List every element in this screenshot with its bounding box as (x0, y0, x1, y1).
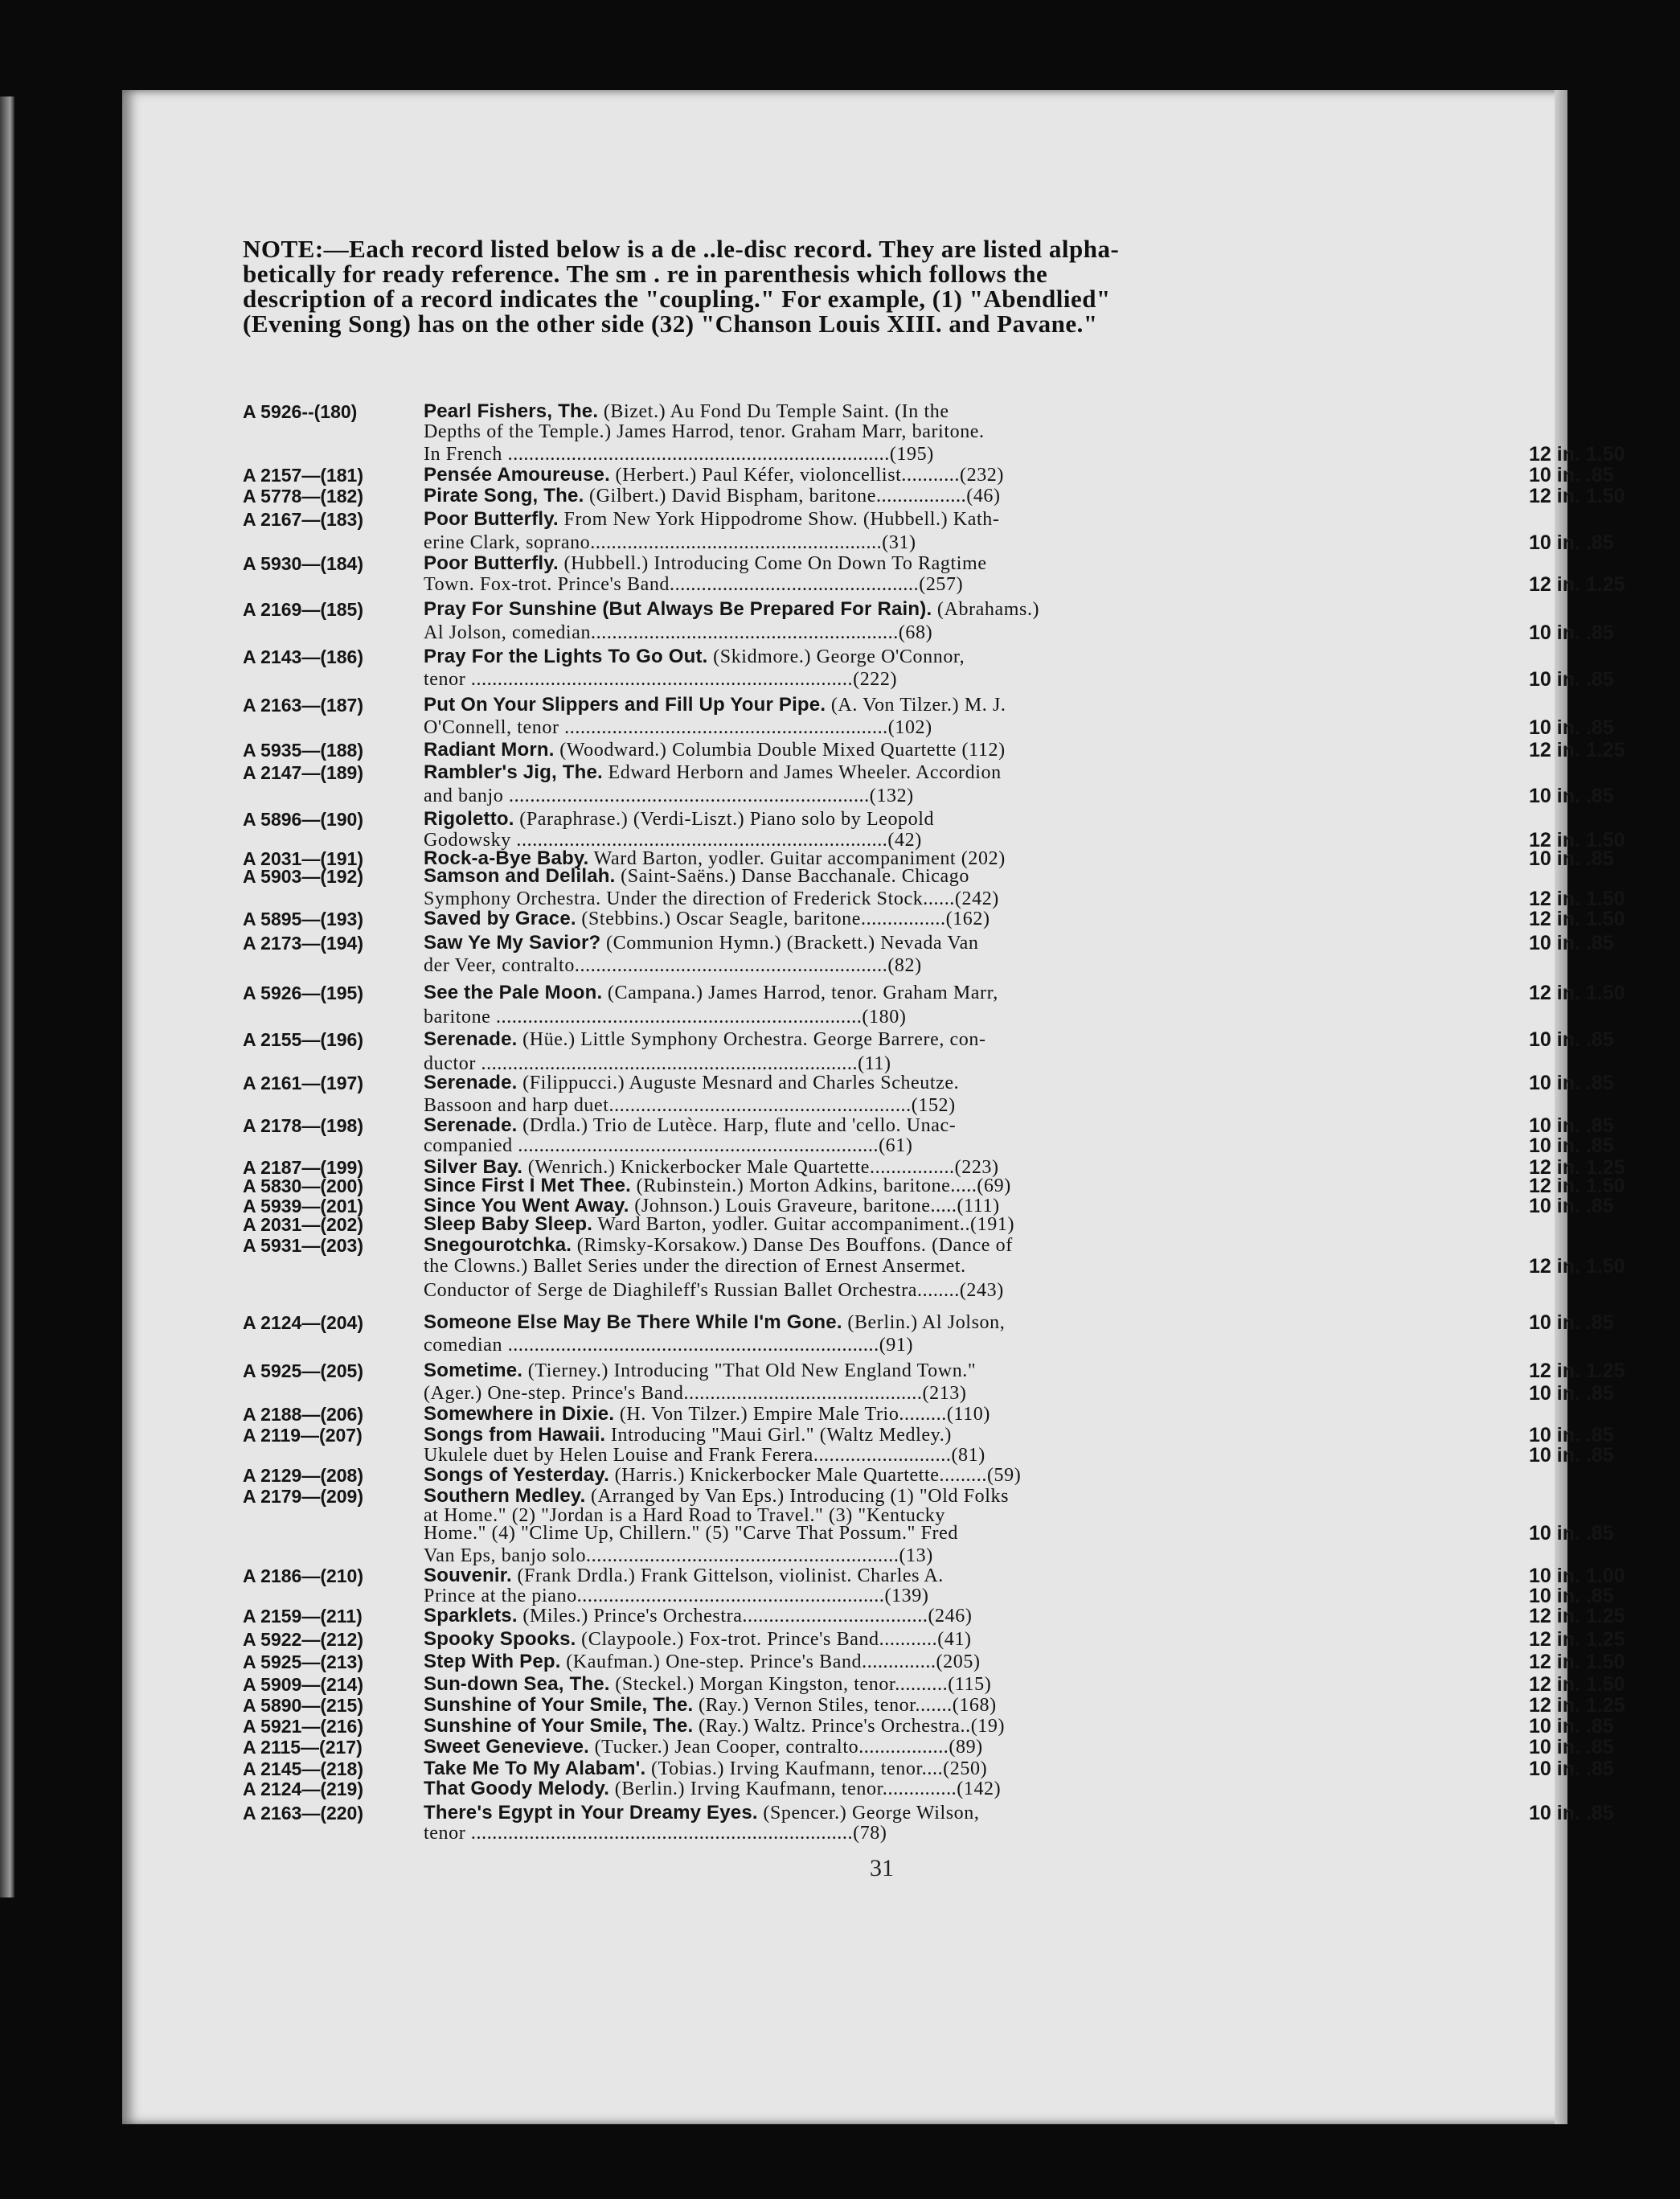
record-line (243, 1005, 1585, 1029)
record-title: Since First I Met Thee. (424, 1175, 631, 1196)
record-number: A 2169—(185) (243, 599, 364, 620)
record-details: (Rubinstein.) Morton Adkins, baritone.....(69) (631, 1175, 1011, 1196)
record-size-price: 10 in. .85 (1529, 1195, 1614, 1217)
record-details: (Gilbert.) David Bispham, baritone.................(46) (584, 486, 1001, 507)
record-line (243, 693, 1585, 717)
record-size-price: 12 in. 1.50 (1529, 1175, 1625, 1197)
record-title: Somewhere in Dixie. (424, 1403, 615, 1425)
record-details: (Tucker.) Jean Cooper, contralto.................(89) (588, 1737, 983, 1758)
record-details: ductor .......................................................................(11) (424, 1053, 891, 1074)
record-size-price: 10 in. .85 (1529, 932, 1614, 954)
record-number: A 2187—(199) (243, 1157, 364, 1178)
record-line (243, 621, 1614, 645)
record-title: Pirate Song, The. (424, 485, 584, 507)
record-line (243, 1650, 1625, 1674)
record-details: (Campana.) James Harrod, tenor. Graham Marr, (602, 983, 998, 1003)
record-description (424, 1604, 1513, 1628)
record-details: Home." (4) "Clime Up, Chillern." (5) "Carve That Possum." Fred (424, 1523, 958, 1544)
record-description (424, 420, 1513, 444)
record-size-price: 12 in. 1.25 (1529, 1628, 1625, 1651)
record-line (243, 1777, 1585, 1801)
record-title: Southern Medley. (424, 1485, 586, 1507)
record-number: A 5909—(214) (243, 1674, 364, 1695)
record-size-price: 12 in. 1.25 (1529, 1694, 1625, 1717)
record-size-price: 10 in. .85 (1529, 1444, 1614, 1467)
record-number: A 2155—(196) (243, 1029, 364, 1050)
record-number: A 2167—(183) (243, 509, 364, 530)
record-description (424, 1134, 1513, 1158)
record-line (243, 716, 1614, 740)
record-size-price: 10 in. .85 (1529, 668, 1614, 691)
record-size-price: 10 in. .85 (1529, 1585, 1614, 1607)
record-details: (Communion Hymn.) (Brackett.) Nevada Van (600, 933, 979, 954)
record-title: Spooky Spooks. (424, 1628, 576, 1650)
record-details: tenor ........................................................................(78) (424, 1823, 887, 1844)
record-details: Depths of the Temple.) James Harrod, tenor. Graham Marr, baritone. (424, 421, 985, 442)
record-details: (Rimsky-Korsakow.) Danse Des Bouffons. (Dance of (572, 1235, 1013, 1256)
record-number: A 2173—(194) (243, 933, 364, 954)
record-details: (Tierney.) Introducing "That Old New England Town." (522, 1360, 977, 1381)
record-details: der Veer, contralto...........................................................(82) (424, 955, 922, 976)
record-details: (Claypoole.) Fox-trot. Prince's Band...........(41) (576, 1629, 972, 1650)
record-description (424, 621, 1513, 645)
record-title: Sweet Genevieve. (424, 1736, 589, 1758)
record-details: (H. Von Tilzer.) Empire Male Trio.........(110) (614, 1404, 990, 1425)
record-title: Sometime. (424, 1360, 523, 1381)
record-title: Samson and Delilah. (424, 865, 616, 887)
record-details: (Filippucci.) Auguste Mesnard and Charles Scheutze. (517, 1073, 960, 1093)
record-description (424, 667, 1513, 691)
record-title: Sleep Baby Sleep. (424, 1213, 593, 1235)
record-line (243, 1071, 1614, 1095)
record-description (424, 907, 1513, 931)
record-number: A 2031—(202) (243, 1214, 364, 1235)
record-number: A 5926--(180) (243, 401, 358, 422)
record-details: (Skidmore.) George O'Connor, (707, 646, 965, 667)
record-description (424, 1005, 1513, 1029)
record-title: Pray For Sunshine (But Always Be Prepared For Rain). (424, 598, 932, 620)
record-size-price: 10 in. .85 (1529, 622, 1614, 644)
note-line: (Evening Song) has on the other side (32) "Chanson Louis XIII. and Pavane." (243, 310, 1098, 338)
record-description (424, 1735, 1513, 1759)
record-line (243, 907, 1625, 931)
record-details: erine Clark, soprano.......................................................(31) (424, 532, 916, 553)
record-title: Take Me To My Alabam'. (424, 1758, 646, 1779)
record-details: (Stebbins.) Oscar Seagle, baritone................(162) (576, 909, 990, 929)
record-description (424, 507, 1513, 531)
record-details: (Frank Drdla.) Frank Gittelson, violinist. Charles A. (511, 1565, 944, 1586)
record-number: A 5896—(190) (243, 809, 364, 830)
record-details: Ward Barton, yodler. Guitar accompaniment (202) (588, 848, 1006, 869)
record-number: A 2179—(209) (243, 1486, 364, 1507)
record-line (243, 667, 1614, 691)
record-line (243, 1604, 1625, 1628)
record-details: (Bizet.) Au Fond Du Temple Saint. (In the (598, 401, 949, 422)
record-size-price: 10 in. 1.00 (1529, 1565, 1625, 1587)
record-size-price: 10 in. .85 (1529, 785, 1614, 807)
record-size-price: 10 in. .85 (1529, 1736, 1614, 1758)
note-line: NOTE:—Each record listed below is a de ..le-disc record. They are listed alpha- (243, 235, 1120, 263)
record-line (243, 484, 1625, 508)
record-size-price: 10 in. .85 (1529, 1382, 1614, 1405)
record-details: tenor ........................................................................(222) (424, 669, 898, 690)
record-title: Poor Butterfly. (424, 508, 559, 530)
record-description (424, 738, 1513, 762)
record-number: A 2031—(191) (243, 848, 364, 869)
record-details: Introducing "Maui Girl." (Waltz Medley.) (605, 1425, 952, 1446)
record-title: See the Pale Moon. (424, 982, 603, 1003)
record-size-price: 12 in. 1.50 (1529, 908, 1625, 930)
record-line (243, 420, 1585, 444)
record-details: From New York Hippodrome Show. (Hubbell.) Kath- (558, 509, 1000, 530)
record-number: A 2147—(189) (243, 762, 364, 783)
record-details: (Harris.) Knickerbocker Male Quartette.........(59) (609, 1465, 1022, 1486)
catalog-page (122, 90, 1625, 2124)
record-title: Serenade. (424, 1114, 518, 1136)
record-details: (A. Von Tilzer.) M. J. (826, 695, 1006, 716)
record-title: Pearl Fishers, The. (424, 400, 599, 422)
record-number: A 2124—(219) (243, 1778, 364, 1799)
record-title: Radiant Morn. (424, 739, 555, 761)
record-number: A 2129—(208) (243, 1465, 364, 1486)
record-size-price: 12 in. 1.50 (1529, 1651, 1625, 1673)
record-details: Conductor of Serge de Diaghileff's Russian Ballet Orchestra........(243) (424, 1280, 1004, 1301)
record-details: comedian ......................................................................(91) (424, 1335, 914, 1356)
page-number: 31 (870, 1855, 894, 1881)
record-title: Step With Pep. (424, 1651, 561, 1672)
record-line (243, 1359, 1625, 1383)
record-description (424, 716, 1513, 740)
record-title: Since You Went Away. (424, 1195, 629, 1216)
record-details: Town. Fox-trot. Prince's Band...............................................(257) (424, 574, 964, 595)
record-size-price: 10 in. .85 (1529, 847, 1614, 870)
record-details: Bassoon and harp duet.........................................................(152) (424, 1095, 956, 1116)
record-title: Sun-down Sea, The. (424, 1673, 610, 1695)
record-description (424, 761, 1513, 785)
record-description (424, 484, 1513, 508)
record-size-price: 10 in. .85 (1529, 1134, 1614, 1157)
record-description (424, 1311, 1513, 1335)
record-description (424, 1627, 1513, 1651)
record-title: Rock-a-Bye Baby. (424, 847, 589, 869)
record-description (424, 1521, 1513, 1545)
record-details: (Johnson.) Louis Graveure, baritone.....(111) (629, 1196, 1000, 1216)
record-description (424, 597, 1513, 622)
record-size-price: 10 in. .85 (1529, 1424, 1614, 1446)
record-title: Songs of Yesterday. (424, 1464, 609, 1486)
record-title: Poor Butterfly. (424, 552, 559, 574)
note-line: betically for ready reference. The sm . re in parenthesis which follows the (243, 260, 1048, 288)
record-details: (Paraphrase.) (Verdi-Liszt.) Piano solo by Leopold (514, 809, 935, 830)
record-line (243, 1028, 1614, 1052)
record-line (243, 597, 1585, 622)
record-number: A 5925—(213) (243, 1651, 364, 1672)
record-description (424, 1028, 1513, 1052)
record-number: A 5778—(182) (243, 486, 364, 507)
record-description (424, 645, 1513, 669)
record-number: A 5890—(215) (243, 1695, 364, 1716)
record-line (243, 864, 1585, 888)
record-number: A 2161—(197) (243, 1073, 364, 1093)
record-number: A 2159—(211) (243, 1606, 363, 1627)
record-details: baritone .....................................................................(180) (424, 1007, 907, 1028)
record-number: A 5931—(203) (243, 1235, 364, 1256)
record-size-price: 10 in. .85 (1529, 531, 1614, 554)
note-line: description of a record indicates the "coupling." For example, (1) "Abendlied" (243, 285, 1111, 313)
record-number: A 2143—(186) (243, 646, 364, 667)
record-number: A 2163—(220) (243, 1803, 364, 1824)
record-description (424, 1071, 1513, 1095)
record-title: Souvenir. (424, 1565, 512, 1586)
record-description (424, 784, 1513, 808)
record-size-price: 10 in. .85 (1529, 1114, 1614, 1137)
record-size-price: 10 in. .85 (1529, 1028, 1614, 1051)
record-details: (Hüe.) Little Symphony Orchestra. George Barrere, con- (517, 1029, 986, 1050)
record-title: Rambler's Jig, The. (424, 761, 603, 783)
record-description (424, 1359, 1513, 1383)
record-number: A 2188—(206) (243, 1404, 364, 1425)
record-details: (Hubbell.) Introducing Come On Down To Ragtime (558, 553, 987, 574)
record-number: A 5895—(193) (243, 909, 364, 929)
record-line (243, 931, 1614, 955)
record-line (243, 645, 1585, 669)
record-number: A 2157—(181) (243, 465, 364, 486)
record-number: A 5935—(188) (243, 740, 364, 761)
record-description (424, 1821, 1513, 1845)
record-size-price: 12 in. 1.25 (1529, 1156, 1625, 1179)
record-number: A 5903—(192) (243, 866, 364, 887)
adjacent-page-edge (0, 96, 14, 1897)
record-details: (Drdla.) Trio de Lutèce. Harp, flute and 'cello. Unac- (517, 1115, 957, 1136)
record-description (424, 1278, 1513, 1303)
record-title: Serenade. (424, 1072, 518, 1093)
record-title: Someone Else May Be There While I'm Gone. (424, 1311, 842, 1333)
record-number: A 2178—(198) (243, 1115, 364, 1136)
record-title: Rigoletto. (424, 808, 514, 830)
record-details: (Spencer.) George Wilson, (757, 1803, 980, 1824)
record-size-price: 12 in. 1.50 (1529, 443, 1625, 466)
record-line (243, 981, 1625, 1005)
record-title: Silver Bay. (424, 1156, 523, 1178)
record-title: Saw Ye My Savior? (424, 932, 601, 954)
record-details: at Home." (2) "Jordan is a Hard Road to Travel." (3) "Kentucky (424, 1505, 945, 1526)
record-size-price: 10 in. .85 (1529, 1802, 1614, 1824)
record-title: Put On Your Slippers and Fill Up Your Pipe. (424, 694, 826, 716)
record-size-price: 10 in. .85 (1529, 1758, 1614, 1780)
record-line (243, 761, 1585, 785)
record-details: (Woodward.) Columbia Double Mixed Quartette (112) (554, 740, 1006, 761)
record-number: A 5830—(200) (243, 1175, 364, 1196)
record-size-price: 10 in. .85 (1529, 1311, 1614, 1334)
record-size-price: 10 in. .85 (1529, 1072, 1614, 1094)
record-description (424, 1333, 1513, 1357)
record-number: A 5939—(201) (243, 1196, 364, 1216)
record-details: (Herbert.) Paul Kéfer, violoncellist...........(232) (609, 465, 1004, 486)
record-details: (Tobias.) Irving Kaufmann, tenor....(250) (645, 1758, 988, 1779)
record-details: Ward Barton, yodler. Guitar accompaniment..(191) (592, 1214, 1015, 1235)
record-title: There's Egypt in Your Dreamy Eyes. (424, 1802, 758, 1824)
record-description (424, 864, 1513, 888)
record-details: (Wenrich.) Knickerbocker Male Quartette................(223) (522, 1157, 999, 1178)
record-line (243, 507, 1585, 531)
record-details: (Miles.) Prince's Orchestra...................................(246) (517, 1606, 973, 1627)
record-description (424, 693, 1513, 717)
record-size-price: 12 in. 1.25 (1529, 573, 1625, 596)
record-title: Pray For the Lights To Go Out. (424, 646, 708, 667)
record-description (424, 572, 1513, 597)
record-description (424, 954, 1513, 978)
record-details: (Ray.) Waltz. Prince's Orchestra..(19) (693, 1716, 1006, 1737)
record-size-price: 12 in. 1.25 (1529, 1605, 1625, 1627)
record-details: Van Eps, banjo solo...........................................................(13) (424, 1545, 933, 1566)
record-title: Songs from Hawaii. (424, 1424, 606, 1446)
record-line (243, 1254, 1625, 1278)
record-details: (Ray.) Vernon Stiles, tenor.......(168) (693, 1695, 997, 1716)
record-number: A 2124—(204) (243, 1312, 364, 1333)
record-line (243, 784, 1614, 808)
record-line (243, 1333, 1585, 1357)
record-line (243, 738, 1625, 762)
record-number: A 5925—(205) (243, 1360, 364, 1381)
record-line (243, 1278, 1585, 1303)
record-line (243, 1134, 1614, 1158)
record-details: (Abrahams.) (932, 599, 1040, 620)
record-details: (Saint-Saëns.) Danse Bacchanale. Chicago (615, 866, 969, 887)
record-details: (Ager.) One-step. Prince's Band.............................................(213) (424, 1383, 967, 1404)
record-details: Godowsky ......................................................................(42) (424, 830, 922, 851)
record-details: In French ........................................................................(195) (424, 444, 934, 465)
record-number: A 2145—(218) (243, 1758, 364, 1779)
record-size-price: 12 in. 1.25 (1529, 739, 1625, 761)
record-details: companied ....................................................................(61) (424, 1135, 913, 1156)
record-details: Ukulele duet by Helen Louise and Frank Ferera..........................(81) (424, 1445, 985, 1466)
record-title: Saved by Grace. (424, 908, 576, 929)
record-size-price: 12 in. 1.50 (1529, 1255, 1625, 1278)
record-number: A 2119—(207) (243, 1425, 363, 1446)
record-description (424, 1777, 1513, 1801)
record-size-price: 10 in. .85 (1529, 464, 1614, 486)
record-size-price: 12 in. 1.50 (1529, 485, 1625, 507)
record-line (243, 1311, 1614, 1335)
record-details: (Kaufman.) One-step. Prince's Band..............(205) (560, 1651, 981, 1672)
record-line (243, 954, 1585, 978)
record-line (243, 1521, 1614, 1545)
record-title: Snegourotchka. (424, 1234, 572, 1256)
record-description (424, 1650, 1513, 1674)
record-details: (Steckel.) Morgan Kingston, tenor..........(115) (609, 1674, 992, 1695)
record-line (243, 1735, 1614, 1759)
record-line (243, 572, 1625, 597)
record-details: the Clowns.) Ballet Series under the direction of Ernest Ansermet. (424, 1256, 966, 1277)
record-description (424, 1254, 1513, 1278)
record-title: Pensée Amoureuse. (424, 464, 610, 486)
record-details: and banjo ....................................................................(132) (424, 786, 914, 806)
record-details: Edward Herborn and James Wheeler. Accordion (602, 762, 1002, 783)
record-title: Sunshine of Your Smile, The. (424, 1694, 694, 1716)
record-size-price: 10 in. .85 (1529, 1715, 1614, 1737)
record-number: A 5930—(184) (243, 553, 364, 574)
record-details: Prince at the piano..........................................................(139) (424, 1586, 929, 1606)
record-description (424, 981, 1513, 1005)
record-details: Al Jolson, comedian..........................................................(68) (424, 622, 933, 643)
record-number: A 5926—(195) (243, 983, 364, 1003)
record-size-price: 12 in. 1.25 (1529, 1360, 1625, 1382)
record-line (243, 1821, 1585, 1845)
record-size-price: 12 in. 1.50 (1529, 982, 1625, 1004)
record-number: A 2163—(187) (243, 695, 364, 716)
record-details: Symphony Orchestra. Under the direction of Frederick Stock......(242) (424, 888, 999, 909)
record-description (424, 931, 1513, 955)
record-title: That Goody Melody. (424, 1778, 610, 1799)
record-title: Sparklets. (424, 1605, 518, 1627)
record-details: O'Connell, tenor .............................................................(102) (424, 717, 932, 738)
record-size-price: 10 in. .85 (1529, 716, 1614, 739)
record-listing (122, 90, 1625, 2124)
record-size-price: 12 in. 1.50 (1529, 829, 1625, 851)
record-size-price: 12 in. 1.50 (1529, 1673, 1625, 1696)
record-title: Sunshine of Your Smile, The. (424, 1715, 694, 1737)
record-size-price: 12 in. 1.50 (1529, 888, 1625, 910)
record-details: (Arranged by Van Eps.) Introducing (1) "Old Folks (585, 1486, 1010, 1507)
record-size-price: 10 in. .85 (1529, 1522, 1614, 1545)
record-number: A 5922—(212) (243, 1629, 364, 1650)
record-line (243, 1627, 1625, 1651)
record-title: Serenade. (424, 1028, 518, 1050)
record-details: (Berlin.) Al Jolson, (842, 1312, 1006, 1333)
record-number: A 5921—(216) (243, 1716, 364, 1737)
record-number: A 2115—(217) (243, 1737, 363, 1758)
record-details: (Berlin.) Irving Kaufmann, tenor..............(142) (609, 1778, 1002, 1799)
record-number: A 2186—(210) (243, 1565, 364, 1586)
